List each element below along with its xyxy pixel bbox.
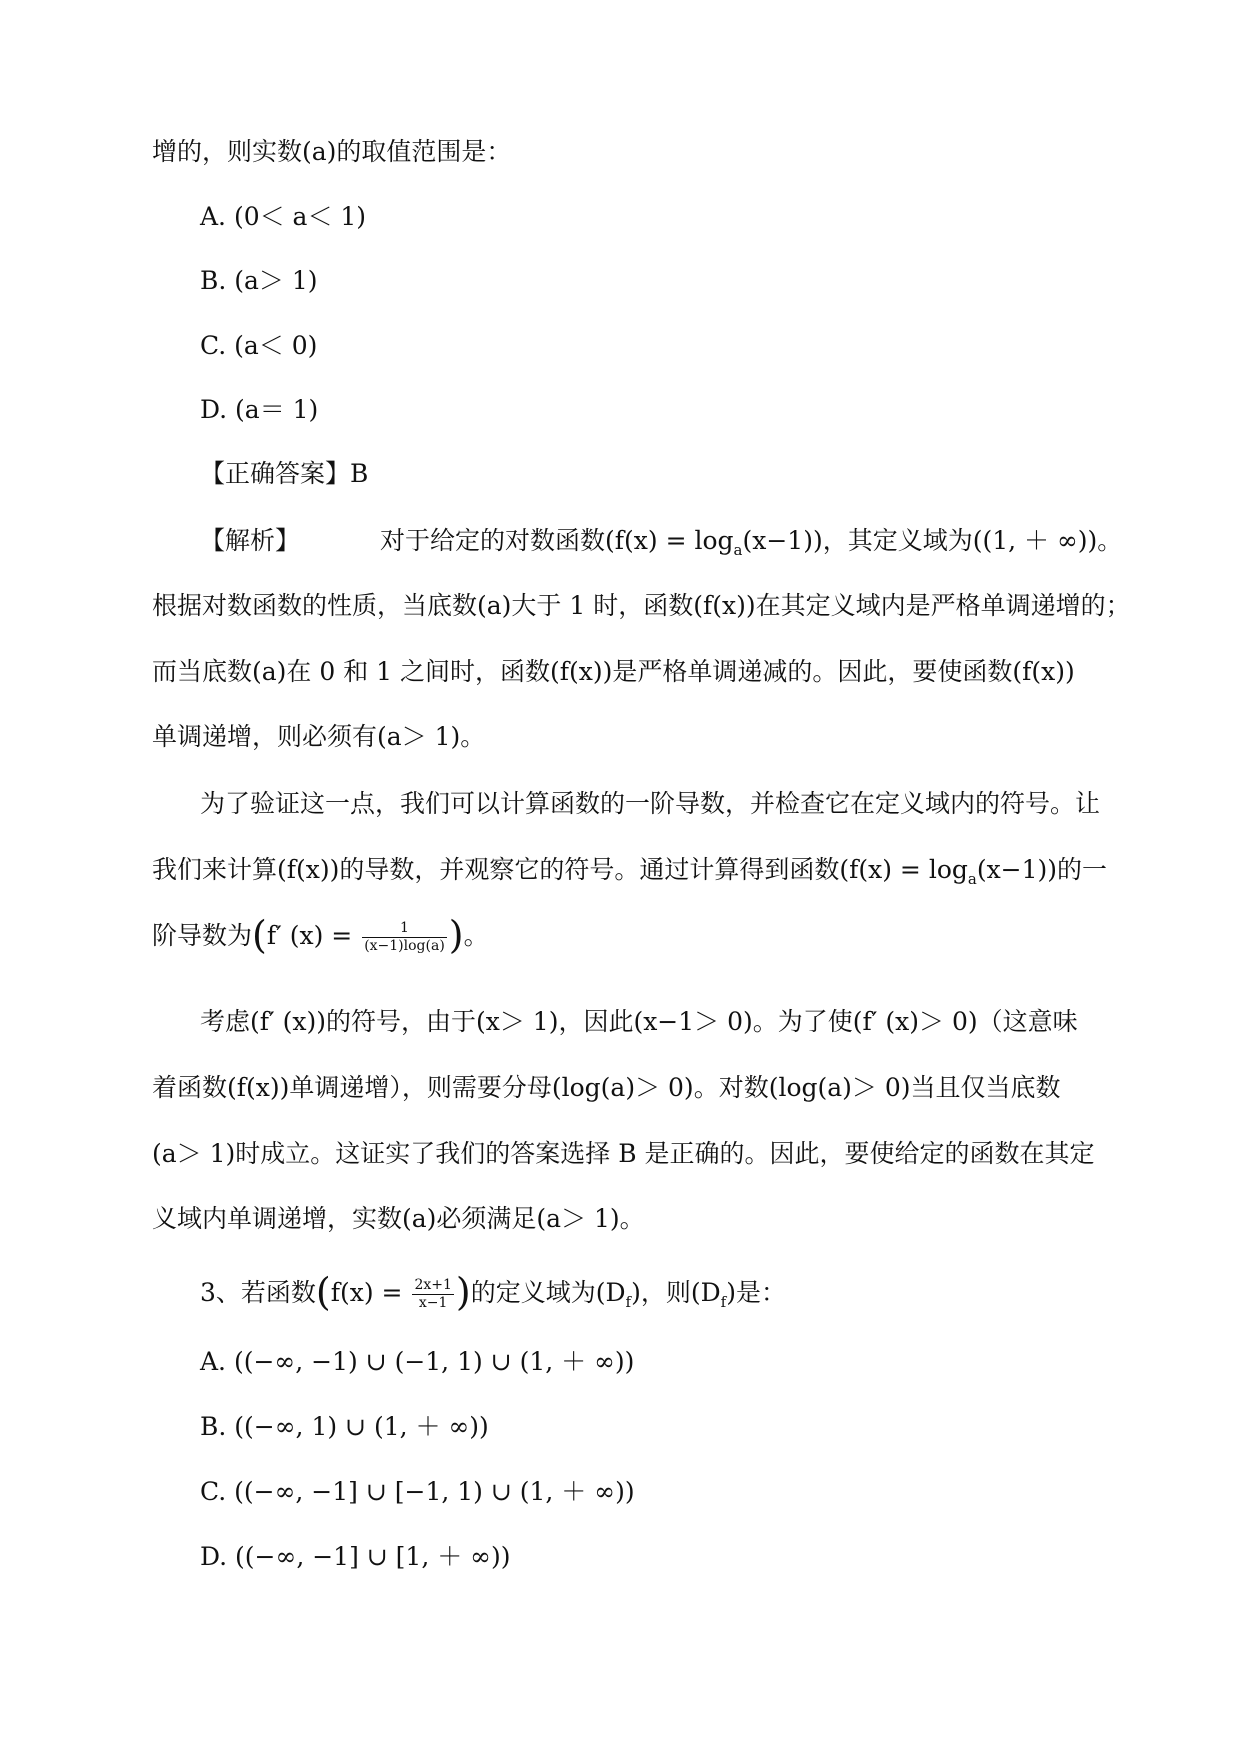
q3-stem-end: )是： bbox=[726, 1278, 786, 1307]
q2-analysis-line-4: 单调递增，则必须有(a＞ 1)。 bbox=[152, 722, 486, 751]
q3-option-c: C. ((−∞, −1] ∪ [−1, 1) ∪ (1, ＋ ∞)) bbox=[200, 1477, 635, 1506]
derivative-numerator: 1 bbox=[400, 920, 409, 936]
q2-option-c: C. (a＜ 0) bbox=[200, 331, 318, 360]
p2-text-end: 。 bbox=[463, 921, 489, 950]
analysis-text-1: 对于给定的对数函数(f(x) = log bbox=[380, 526, 734, 555]
q3-option-d: D. ((−∞, −1] ∪ [1, ＋ ∞)) bbox=[200, 1542, 511, 1571]
q3-option-b: B. ((−∞, 1) ∪ (1, ＋ ∞)) bbox=[200, 1412, 489, 1441]
q2-paragraph-3-line-3: (a＞ 1)时成立。这证实了我们的答案选择 B 是正确的。因此，要使给定的函数在其定 bbox=[152, 1139, 1095, 1168]
q2-analysis-line-1 bbox=[200, 524, 1241, 558]
q3-stem-prefix: 3、若函数 bbox=[200, 1278, 316, 1307]
q3-stem bbox=[200, 1270, 1241, 1314]
q2-option-d: D. (a＝ 1) bbox=[200, 395, 319, 424]
q2-paragraph-2-line-2 bbox=[152, 853, 1241, 887]
q2-analysis-line-3: 而当底数(a)在 0 和 1 之间时，函数(f(x))是严格单调递减的。因此，要使函数(f(x)) bbox=[152, 657, 1075, 686]
right-paren: ) bbox=[448, 913, 464, 957]
analysis-text-1-end: (x−1))，其定义域为((1, ＋ ∞))。 bbox=[742, 526, 1123, 555]
q3-left-paren: ( bbox=[315, 1270, 331, 1314]
q3-function-lhs: f(x) = bbox=[330, 1278, 403, 1307]
q3-function-fraction bbox=[412, 1277, 453, 1312]
q2-paragraph-3-line-2: 着函数(f(x))单调递增），则需要分母(log(a)＞ 0)。对数(log(a)＞ 0)当且仅当底数 bbox=[152, 1073, 1061, 1102]
q2-paragraph-3-line-4: 义域内单调递增，实数(a)必须满足(a＞ 1)。 bbox=[152, 1204, 645, 1233]
q2-stem-tail: 增的，则实数(a)的取值范围是： bbox=[152, 137, 512, 166]
q3-domain-subscript-1: f bbox=[625, 1293, 632, 1311]
q2-option-b: B. (a＞ 1) bbox=[200, 266, 318, 295]
q2-analysis-line-2: 根据对数函数的性质，当底数(a)大于 1 时，函数(f(x))在其定义域内是严格单调递增的； bbox=[152, 591, 1131, 620]
q2-answer: 【正确答案】B bbox=[200, 459, 369, 488]
derivative-lhs: f′ (x) = bbox=[266, 921, 353, 950]
q3-domain-subscript-2: f bbox=[720, 1293, 727, 1311]
derivative-denominator: (x−1)log(a) bbox=[364, 938, 445, 954]
p2-text-b: (x−1))的一 bbox=[976, 855, 1108, 884]
q2-paragraph-2-line-1: 为了验证这一点，我们可以计算函数的一阶导数，并检查它在定义域内的符号。让 bbox=[200, 789, 1101, 818]
q3-option-a: A. ((−∞, −1) ∪ (−1, 1) ∪ (1, ＋ ∞)) bbox=[200, 1347, 635, 1376]
q3-stem-mid: 的定义域为(D bbox=[470, 1278, 626, 1307]
q2-paragraph-2-line-3 bbox=[152, 913, 1241, 957]
q3-right-paren: ) bbox=[455, 1270, 471, 1314]
q3-stem-mid-2: )，则(D bbox=[631, 1278, 721, 1307]
q3-numerator: 2x+1 bbox=[414, 1277, 452, 1293]
q2-option-a: A. (0＜ a＜ 1) bbox=[200, 202, 367, 231]
p2-log-base-subscript: a bbox=[967, 870, 977, 888]
left-paren: ( bbox=[252, 913, 267, 957]
q2-paragraph-3-line-1: 考虑(f′ (x))的符号，由于(x＞ 1)，因此(x−1＞ 0)。为了使(f′ (x)＞ 0)（这意味 bbox=[200, 1007, 1078, 1036]
derivative-fraction bbox=[362, 920, 447, 955]
p2-text-a: 我们来计算(f(x))的导数，并观察它的符号。通过计算得到函数(f(x) = log bbox=[152, 855, 968, 884]
p2-text-derivative-intro: 阶导数为 bbox=[152, 921, 253, 950]
log-base-subscript: a bbox=[733, 541, 743, 559]
analysis-label: 【解析】 bbox=[200, 526, 301, 555]
q3-denominator: x−1 bbox=[412, 1294, 453, 1312]
